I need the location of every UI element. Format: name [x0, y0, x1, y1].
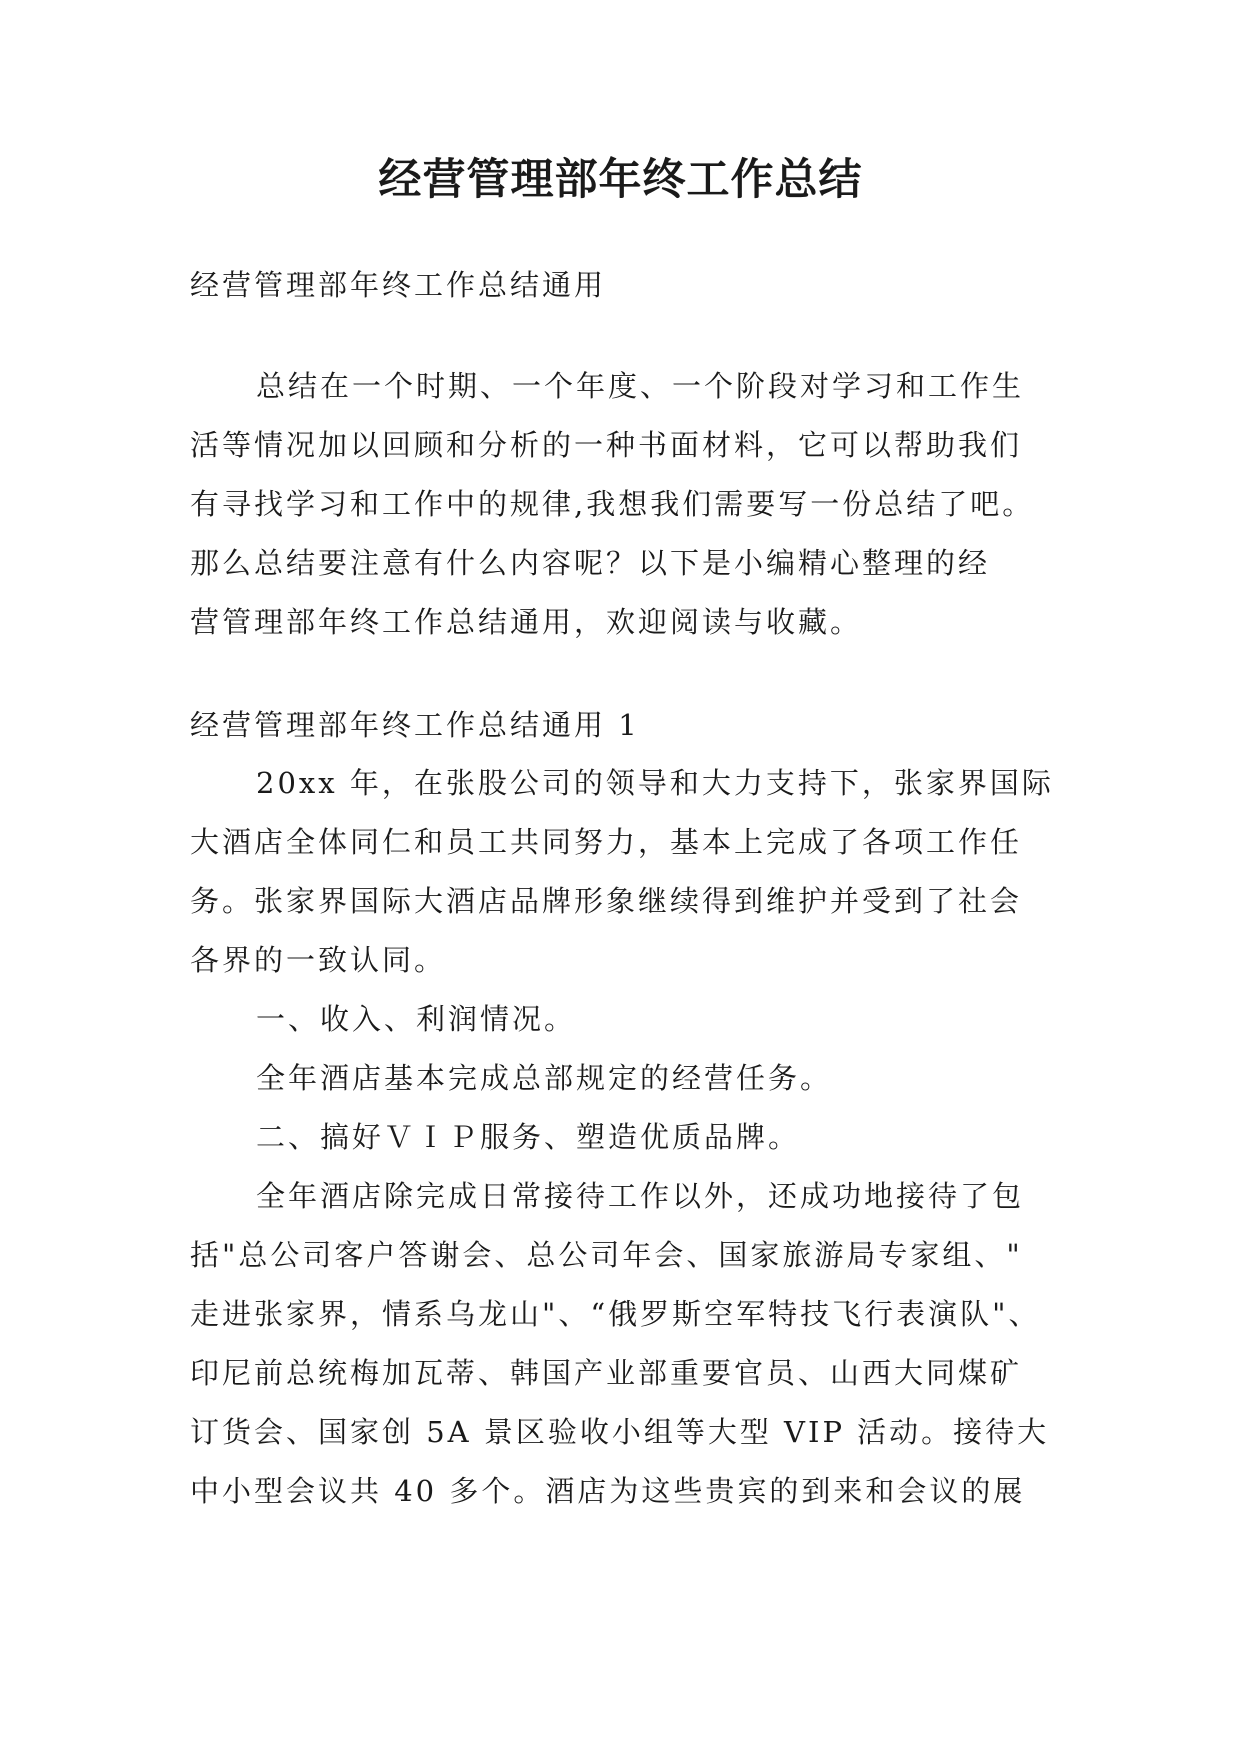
intro-line: 有寻找学习和工作中的规律,我想我们需要写一份总结了吧。: [190, 487, 1035, 521]
paragraph-line: 务。张家界国际大酒店品牌形象继续得到维护并受到了社会: [190, 884, 1023, 918]
paragraph-line: 订货会、国家创 5A 景区验收小组等大型 VIP 活动。接待大: [190, 1415, 1050, 1449]
paragraph-line: 20xx 年，在张股公司的领导和大力支持下，张家界国际: [256, 766, 1054, 800]
item-heading: 二、搞好ＶＩＰ服务、塑造优质品牌。: [256, 1120, 801, 1154]
intro-line: 营管理部年终工作总结通用，欢迎阅读与收藏。: [190, 605, 863, 639]
item-heading: 一、收入、利润情况。: [256, 1002, 577, 1036]
paragraph-line: 全年酒店除完成日常接待工作以外，还成功地接待了包: [256, 1179, 1025, 1213]
paragraph-line: 各界的一致认同。: [190, 943, 447, 977]
paragraph-line: 大酒店全体同仁和员工共同努力，基本上完成了各项工作任: [190, 825, 1023, 859]
paragraph-line: 中小型会议共 40 多个。酒店为这些贵宾的到来和会议的展: [190, 1474, 1026, 1508]
document-title: 经营管理部年终工作总结: [378, 155, 863, 205]
section-heading: 经营管理部年终工作总结通用 1: [190, 708, 640, 742]
paragraph-line: 全年酒店基本完成总部规定的经营任务。: [256, 1061, 833, 1095]
paragraph-line: 走进张家界，情系乌龙山"、“俄罗斯空军特技飞行表演队"、: [190, 1297, 1041, 1331]
intro-line: 那么总结要注意有什么内容呢？以下是小编精心整理的经: [190, 546, 991, 580]
intro-line: 活等情况加以回顾和分析的一种书面材料，它可以帮助我们: [190, 428, 1023, 462]
document-subtitle: 经营管理部年终工作总结通用: [190, 268, 607, 302]
intro-line: 总结在一个时期、一个年度、一个阶段对学习和工作生: [256, 369, 1025, 403]
paragraph-line: 括"总公司客户答谢会、总公司年会、国家旅游局专家组、": [190, 1238, 1023, 1272]
paragraph-line: 印尼前总统梅加瓦蒂、韩国产业部重要官员、山西大同煤矿: [190, 1356, 1023, 1390]
